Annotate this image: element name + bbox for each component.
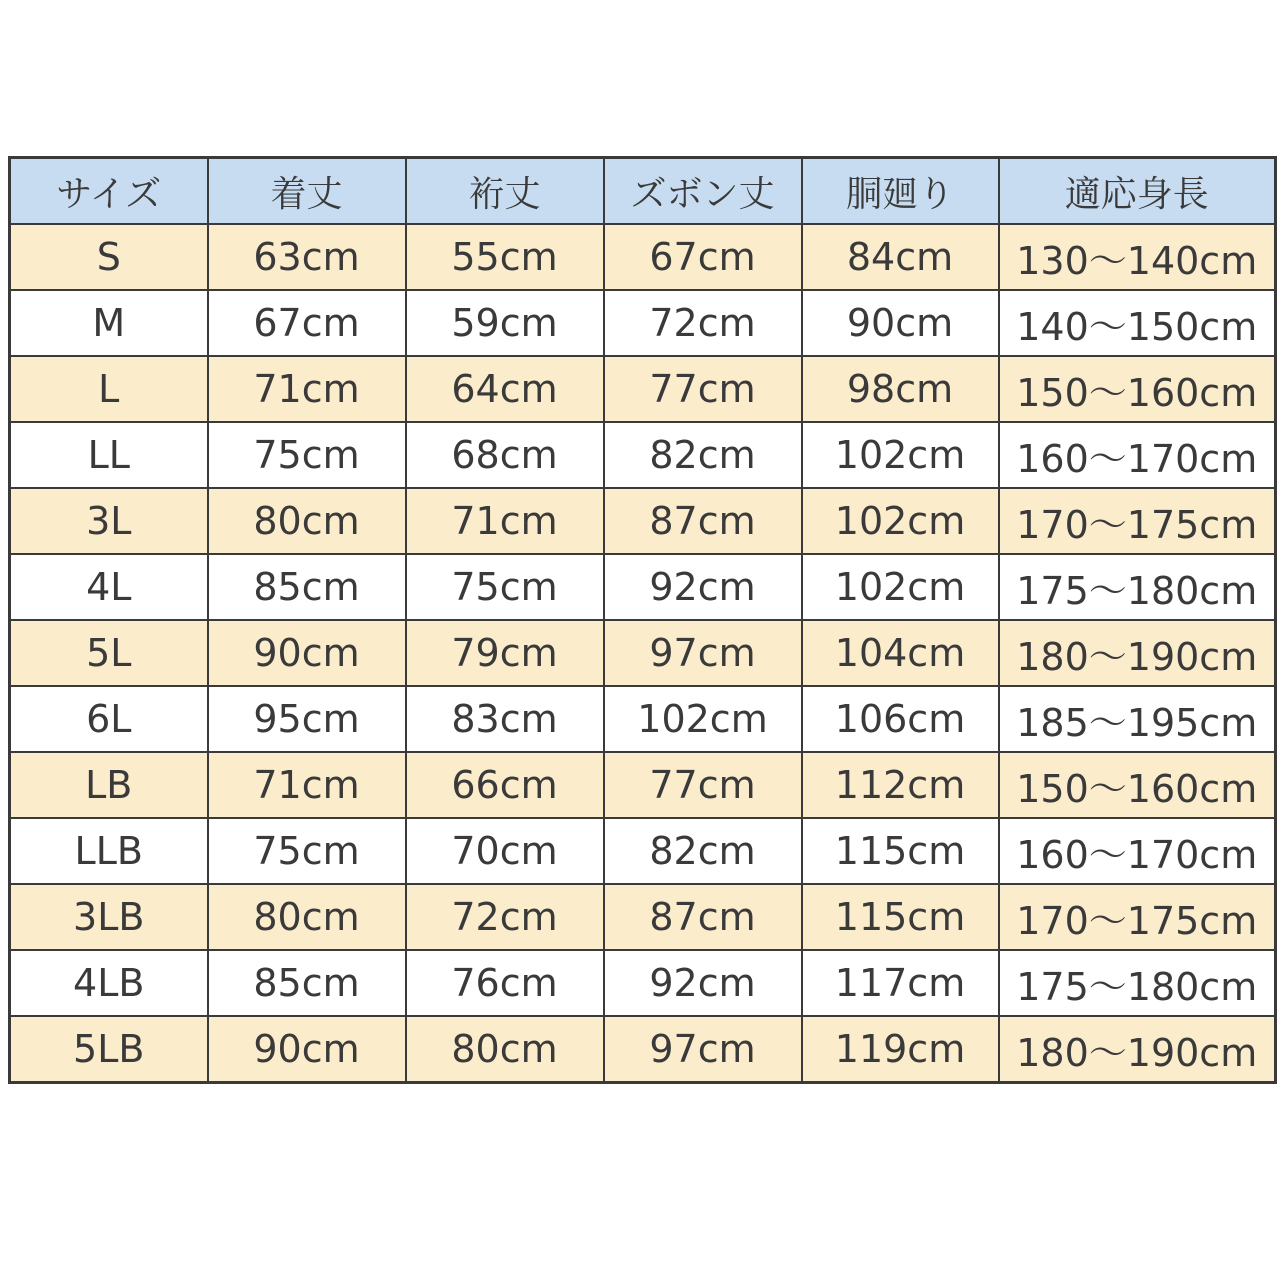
cell-waist: 117cm bbox=[802, 950, 999, 1016]
cell-sleeve: 55cm bbox=[406, 224, 604, 290]
cell-sleeve: 59cm bbox=[406, 290, 604, 356]
cell-size: M bbox=[10, 290, 208, 356]
cell-sleeve: 72cm bbox=[406, 884, 604, 950]
cell-sleeve: 75cm bbox=[406, 554, 604, 620]
header-pants-length: ズボン丈 bbox=[604, 158, 802, 225]
cell-size: L bbox=[10, 356, 208, 422]
cell-sleeve: 76cm bbox=[406, 950, 604, 1016]
cell-pants-length: 97cm bbox=[604, 1016, 802, 1083]
cell-size: 5LB bbox=[10, 1016, 208, 1083]
cell-pants-length: 97cm bbox=[604, 620, 802, 686]
cell-size: 4LB bbox=[10, 950, 208, 1016]
cell-pants-length: 77cm bbox=[604, 752, 802, 818]
table-row bbox=[10, 488, 1276, 554]
cell-pants-length: 92cm bbox=[604, 950, 802, 1016]
header-row bbox=[10, 158, 1276, 225]
table-row bbox=[10, 950, 1276, 1016]
cell-length: 71cm bbox=[208, 752, 406, 818]
cell-size: 3L bbox=[10, 488, 208, 554]
cell-length: 67cm bbox=[208, 290, 406, 356]
cell-length: 80cm bbox=[208, 488, 406, 554]
table-row bbox=[10, 356, 1276, 422]
cell-length: 85cm bbox=[208, 950, 406, 1016]
cell-sleeve: 80cm bbox=[406, 1016, 604, 1083]
cell-waist: 106cm bbox=[802, 686, 999, 752]
cell-waist: 115cm bbox=[802, 818, 999, 884]
header-waist: 胴廻り bbox=[802, 158, 999, 225]
table-row bbox=[10, 620, 1276, 686]
cell-waist: 102cm bbox=[802, 488, 999, 554]
cell-size: 4L bbox=[10, 554, 208, 620]
cell-height: 140～150cm bbox=[999, 290, 1276, 356]
cell-size: 5L bbox=[10, 620, 208, 686]
cell-size: LLB bbox=[10, 818, 208, 884]
cell-waist: 98cm bbox=[802, 356, 999, 422]
header-size: サイズ bbox=[10, 158, 208, 225]
cell-length: 80cm bbox=[208, 884, 406, 950]
cell-sleeve: 68cm bbox=[406, 422, 604, 488]
cell-sleeve: 66cm bbox=[406, 752, 604, 818]
cell-sleeve: 70cm bbox=[406, 818, 604, 884]
cell-height: 150～160cm bbox=[999, 356, 1276, 422]
cell-pants-length: 82cm bbox=[604, 818, 802, 884]
cell-size: 6L bbox=[10, 686, 208, 752]
cell-pants-length: 82cm bbox=[604, 422, 802, 488]
cell-pants-length: 77cm bbox=[604, 356, 802, 422]
cell-pants-length: 67cm bbox=[604, 224, 802, 290]
table-row bbox=[10, 422, 1276, 488]
table-body bbox=[10, 224, 1276, 1083]
cell-pants-length: 87cm bbox=[604, 884, 802, 950]
cell-waist: 119cm bbox=[802, 1016, 999, 1083]
cell-pants-length: 87cm bbox=[604, 488, 802, 554]
table-row bbox=[10, 884, 1276, 950]
cell-height: 180～190cm bbox=[999, 1016, 1276, 1083]
table-row bbox=[10, 752, 1276, 818]
cell-waist: 102cm bbox=[802, 422, 999, 488]
cell-waist: 84cm bbox=[802, 224, 999, 290]
cell-height: 180～190cm bbox=[999, 620, 1276, 686]
cell-size: LL bbox=[10, 422, 208, 488]
cell-pants-length: 92cm bbox=[604, 554, 802, 620]
cell-waist: 90cm bbox=[802, 290, 999, 356]
header-length: 着丈 bbox=[208, 158, 406, 225]
table-header bbox=[10, 158, 1276, 225]
cell-height: 175～180cm bbox=[999, 950, 1276, 1016]
header-sleeve: 裄丈 bbox=[406, 158, 604, 225]
table-row bbox=[10, 290, 1276, 356]
table-row bbox=[10, 224, 1276, 290]
table-row bbox=[10, 686, 1276, 752]
cell-size: S bbox=[10, 224, 208, 290]
cell-size: LB bbox=[10, 752, 208, 818]
cell-length: 95cm bbox=[208, 686, 406, 752]
cell-waist: 104cm bbox=[802, 620, 999, 686]
table-row bbox=[10, 554, 1276, 620]
cell-waist: 115cm bbox=[802, 884, 999, 950]
cell-pants-length: 72cm bbox=[604, 290, 802, 356]
table-row bbox=[10, 1016, 1276, 1083]
size-chart-table bbox=[8, 156, 1277, 1084]
cell-waist: 112cm bbox=[802, 752, 999, 818]
cell-sleeve: 79cm bbox=[406, 620, 604, 686]
cell-height: 160～170cm bbox=[999, 818, 1276, 884]
cell-height: 170～175cm bbox=[999, 884, 1276, 950]
cell-pants-length: 102cm bbox=[604, 686, 802, 752]
cell-height: 130～140cm bbox=[999, 224, 1276, 290]
cell-height: 185～195cm bbox=[999, 686, 1276, 752]
cell-sleeve: 71cm bbox=[406, 488, 604, 554]
cell-length: 63cm bbox=[208, 224, 406, 290]
cell-height: 175～180cm bbox=[999, 554, 1276, 620]
header-height: 適応身長 bbox=[999, 158, 1276, 225]
cell-sleeve: 64cm bbox=[406, 356, 604, 422]
cell-height: 170～175cm bbox=[999, 488, 1276, 554]
cell-sleeve: 83cm bbox=[406, 686, 604, 752]
cell-size: 3LB bbox=[10, 884, 208, 950]
cell-length: 75cm bbox=[208, 818, 406, 884]
cell-height: 160～170cm bbox=[999, 422, 1276, 488]
table-row bbox=[10, 818, 1276, 884]
cell-length: 75cm bbox=[208, 422, 406, 488]
cell-length: 71cm bbox=[208, 356, 406, 422]
cell-length: 85cm bbox=[208, 554, 406, 620]
cell-height: 150～160cm bbox=[999, 752, 1276, 818]
cell-length: 90cm bbox=[208, 1016, 406, 1083]
cell-length: 90cm bbox=[208, 620, 406, 686]
cell-waist: 102cm bbox=[802, 554, 999, 620]
